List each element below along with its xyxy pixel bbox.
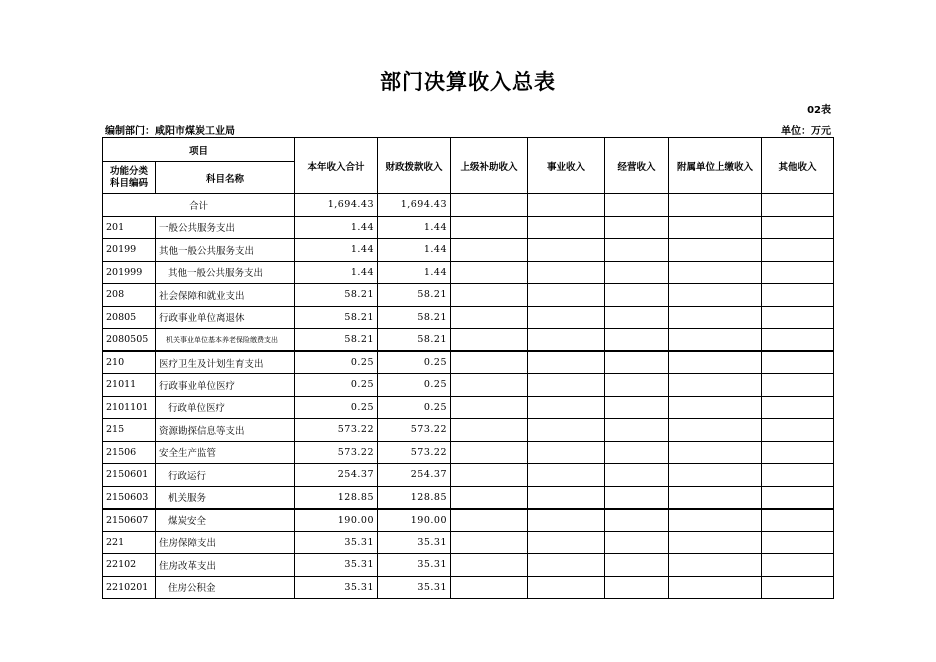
empty-cell	[451, 329, 528, 352]
empty-cell	[669, 239, 762, 262]
table-row	[103, 351, 834, 374]
empty-cell	[605, 351, 669, 374]
row-fiscal: 35.31	[378, 531, 451, 554]
row-name: 安全生产监管	[156, 441, 295, 464]
row-fiscal: 0.25	[378, 396, 451, 419]
total-row-total: 1,694.43	[295, 194, 378, 217]
row-fiscal: 58.21	[378, 306, 451, 329]
empty-cell	[528, 306, 605, 329]
row-name: 行政事业单位离退休	[156, 306, 295, 329]
empty-cell	[451, 441, 528, 464]
row-name: 一般公共服务支出	[156, 216, 295, 239]
empty-cell	[605, 486, 669, 509]
header-item: 项目	[103, 138, 295, 162]
row-code: 2101101	[103, 396, 156, 419]
row-name: 行政事业单位医疗	[156, 374, 295, 397]
empty-cell	[451, 239, 528, 262]
empty-cell	[669, 576, 762, 599]
empty-cell	[451, 576, 528, 599]
compiling-department: 编制部门：咸阳市煤炭工业局	[105, 126, 235, 137]
table-row	[103, 554, 834, 577]
empty-cell	[762, 509, 834, 532]
row-code: 20805	[103, 306, 156, 329]
row-code: 21011	[103, 374, 156, 397]
row-name: 资源勘探信息等支出	[156, 419, 295, 442]
row-code: 22102	[103, 554, 156, 577]
row-fiscal: 190.00	[378, 509, 451, 532]
empty-cell	[528, 329, 605, 352]
empty-cell	[762, 216, 834, 239]
empty-cell	[451, 194, 528, 217]
row-fiscal: 1.44	[378, 261, 451, 284]
unit-label: 单位：万元	[781, 126, 831, 137]
empty-cell	[528, 239, 605, 262]
row-fiscal: 0.25	[378, 374, 451, 397]
empty-cell	[528, 531, 605, 554]
header-superior: 上级补助收入	[451, 138, 528, 194]
row-total: 58.21	[295, 306, 378, 329]
empty-cell	[451, 509, 528, 532]
row-total: 573.22	[295, 441, 378, 464]
empty-cell	[451, 531, 528, 554]
empty-cell	[451, 464, 528, 487]
row-total: 1.44	[295, 261, 378, 284]
header-fiscal: 财政拨款收入	[378, 138, 451, 194]
empty-cell	[762, 441, 834, 464]
row-fiscal: 35.31	[378, 554, 451, 577]
empty-cell	[669, 194, 762, 217]
row-total: 0.25	[295, 351, 378, 374]
empty-cell	[669, 419, 762, 442]
empty-cell	[669, 464, 762, 487]
row-name: 煤炭安全	[156, 509, 295, 532]
row-code: 2150603	[103, 486, 156, 509]
row-fiscal: 35.31	[378, 576, 451, 599]
header-operating: 经营收入	[605, 138, 669, 194]
empty-cell	[605, 261, 669, 284]
table-row	[103, 441, 834, 464]
row-code: 208	[103, 284, 156, 307]
row-fiscal: 58.21	[378, 284, 451, 307]
empty-cell	[528, 486, 605, 509]
empty-cell	[762, 374, 834, 397]
empty-cell	[528, 464, 605, 487]
row-total: 254.37	[295, 464, 378, 487]
empty-cell	[605, 329, 669, 352]
row-fiscal: 573.22	[378, 441, 451, 464]
total-row	[103, 194, 834, 217]
empty-cell	[605, 576, 669, 599]
row-code: 2150601	[103, 464, 156, 487]
empty-cell	[762, 554, 834, 577]
row-fiscal: 573.22	[378, 419, 451, 442]
table-row	[103, 216, 834, 239]
row-name: 住房公积金	[156, 576, 295, 599]
empty-cell	[669, 531, 762, 554]
row-code: 2080505	[103, 329, 156, 352]
empty-cell	[605, 531, 669, 554]
row-code: 210	[103, 351, 156, 374]
empty-cell	[762, 419, 834, 442]
empty-cell	[528, 554, 605, 577]
empty-cell	[669, 284, 762, 307]
empty-cell	[528, 419, 605, 442]
empty-cell	[762, 486, 834, 509]
row-total: 1.44	[295, 216, 378, 239]
empty-cell	[451, 486, 528, 509]
header-total: 本年收入合计	[295, 138, 378, 194]
empty-cell	[762, 261, 834, 284]
empty-cell	[605, 509, 669, 532]
empty-cell	[669, 374, 762, 397]
empty-cell	[451, 396, 528, 419]
row-total: 190.00	[295, 509, 378, 532]
empty-cell	[451, 306, 528, 329]
row-fiscal: 0.25	[378, 351, 451, 374]
row-total: 35.31	[295, 531, 378, 554]
empty-cell	[451, 351, 528, 374]
empty-cell	[528, 351, 605, 374]
row-name: 机关服务	[156, 486, 295, 509]
table-row	[103, 486, 834, 509]
empty-cell	[451, 554, 528, 577]
header-other: 其他收入	[762, 138, 834, 194]
empty-cell	[605, 396, 669, 419]
row-name: 行政运行	[156, 464, 295, 487]
row-total: 35.31	[295, 554, 378, 577]
table-row	[103, 419, 834, 442]
total-label: 合计	[103, 194, 295, 217]
empty-cell	[669, 486, 762, 509]
empty-cell	[528, 374, 605, 397]
row-code: 21506	[103, 441, 156, 464]
table-row	[103, 396, 834, 419]
header-code: 功能分类 科目编码	[103, 162, 156, 194]
row-total: 0.25	[295, 396, 378, 419]
empty-cell	[605, 374, 669, 397]
empty-cell	[669, 329, 762, 352]
empty-cell	[605, 554, 669, 577]
header-business: 事业收入	[528, 138, 605, 194]
row-total: 58.21	[295, 329, 378, 352]
row-name: 社会保障和就业支出	[156, 284, 295, 307]
empty-cell	[762, 531, 834, 554]
empty-cell	[605, 194, 669, 217]
empty-cell	[669, 554, 762, 577]
table-row	[103, 284, 834, 307]
empty-cell	[762, 464, 834, 487]
empty-cell	[605, 216, 669, 239]
empty-cell	[528, 284, 605, 307]
empty-cell	[605, 284, 669, 307]
empty-cell	[528, 576, 605, 599]
income-summary-table	[102, 137, 834, 599]
table-row	[103, 509, 834, 532]
row-fiscal: 254.37	[378, 464, 451, 487]
empty-cell	[762, 284, 834, 307]
empty-cell	[528, 441, 605, 464]
row-code: 201	[103, 216, 156, 239]
row-name: 行政单位医疗	[156, 396, 295, 419]
empty-cell	[762, 194, 834, 217]
empty-cell	[669, 261, 762, 284]
empty-cell	[669, 509, 762, 532]
empty-cell	[528, 216, 605, 239]
empty-cell	[451, 284, 528, 307]
table-row	[103, 329, 834, 352]
row-name: 其他一般公共服务支出	[156, 261, 295, 284]
empty-cell	[605, 464, 669, 487]
header-affiliated: 附属单位上缴收入	[669, 138, 762, 194]
empty-cell	[669, 351, 762, 374]
empty-cell	[762, 396, 834, 419]
report-title: 部门决算收入总表	[380, 70, 556, 94]
row-fiscal: 1.44	[378, 216, 451, 239]
header-name: 科目名称	[156, 162, 295, 194]
empty-cell	[451, 261, 528, 284]
row-name: 住房改革支出	[156, 554, 295, 577]
table-row	[103, 261, 834, 284]
empty-cell	[605, 306, 669, 329]
empty-cell	[762, 576, 834, 599]
row-total: 58.21	[295, 284, 378, 307]
empty-cell	[528, 509, 605, 532]
empty-cell	[762, 239, 834, 262]
row-code: 20199	[103, 239, 156, 262]
row-total: 1.44	[295, 239, 378, 262]
form-number: 02表	[807, 105, 831, 116]
row-code: 215	[103, 419, 156, 442]
table-row	[103, 531, 834, 554]
row-total: 0.25	[295, 374, 378, 397]
empty-cell	[669, 306, 762, 329]
empty-cell	[528, 396, 605, 419]
table-row	[103, 306, 834, 329]
empty-cell	[669, 216, 762, 239]
row-fiscal: 128.85	[378, 486, 451, 509]
empty-cell	[451, 374, 528, 397]
empty-cell	[605, 441, 669, 464]
empty-cell	[451, 419, 528, 442]
empty-cell	[605, 239, 669, 262]
empty-cell	[762, 329, 834, 352]
empty-cell	[605, 419, 669, 442]
table-row	[103, 464, 834, 487]
row-code: 201999	[103, 261, 156, 284]
row-code: 221	[103, 531, 156, 554]
row-total: 573.22	[295, 419, 378, 442]
empty-cell	[762, 306, 834, 329]
empty-cell	[451, 216, 528, 239]
row-fiscal: 58.21	[378, 329, 451, 352]
empty-cell	[528, 261, 605, 284]
row-code: 2210201	[103, 576, 156, 599]
row-total: 128.85	[295, 486, 378, 509]
row-name: 其他一般公共服务支出	[156, 239, 295, 262]
empty-cell	[669, 441, 762, 464]
table-row	[103, 239, 834, 262]
empty-cell	[762, 351, 834, 374]
empty-cell	[669, 396, 762, 419]
row-code: 2150607	[103, 509, 156, 532]
table-row	[103, 374, 834, 397]
row-fiscal: 1.44	[378, 239, 451, 262]
row-name: 医疗卫生及计划生育支出	[156, 351, 295, 374]
empty-cell	[528, 194, 605, 217]
row-total: 35.31	[295, 576, 378, 599]
table-row	[103, 576, 834, 599]
row-name: 住房保障支出	[156, 531, 295, 554]
total-row-fiscal: 1,694.43	[378, 194, 451, 217]
row-name: 机关事业单位基本养老保险缴费支出	[156, 329, 295, 352]
